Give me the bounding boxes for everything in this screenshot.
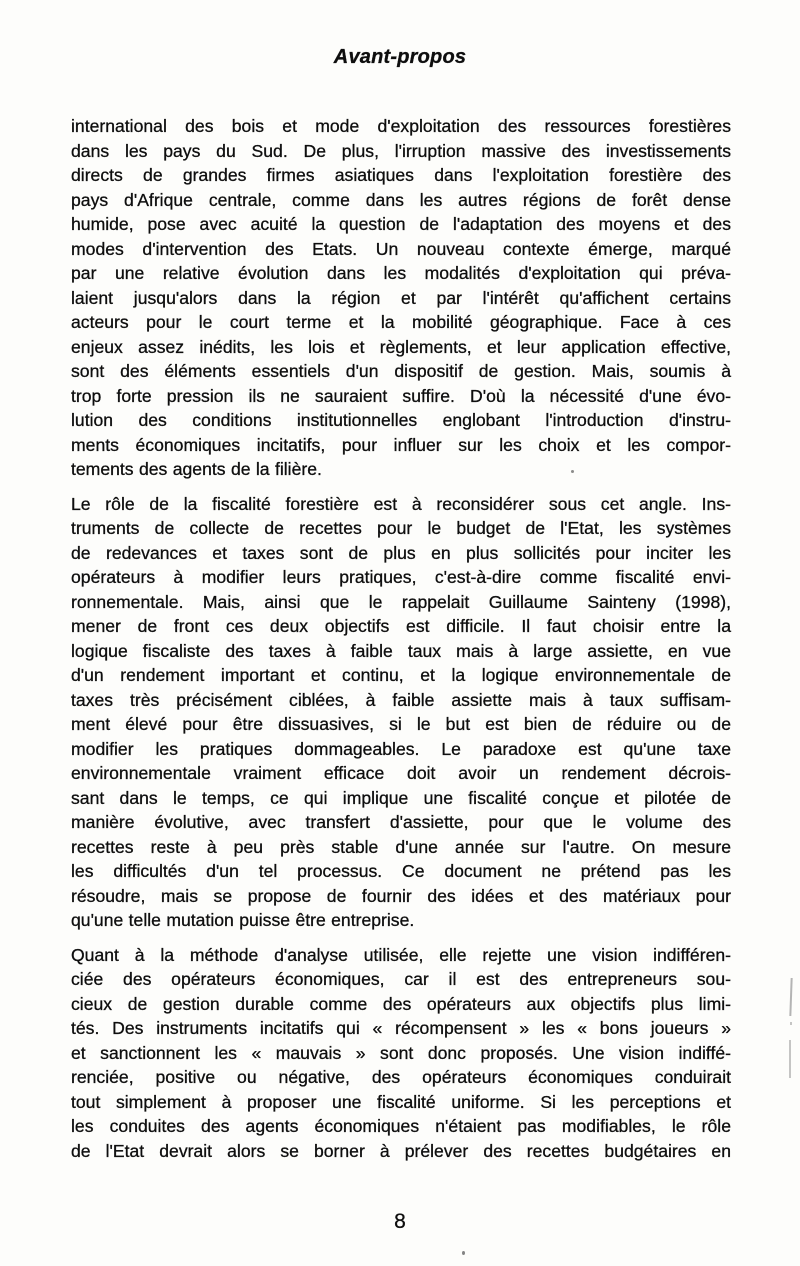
text-line: ment élevé pour être dissuasives, si le but est bien de réduire ou de (71, 714, 731, 734)
text-line: tés. Des instruments incitatifs qui « récompensent » les « bons joueurs » (71, 1018, 731, 1038)
text-line: les difficultés d'un tel processus. Ce document ne prétend pas les (71, 861, 731, 881)
paragraph (71, 114, 731, 482)
text-line: modifier les pratiques dommageables. Le paradoxe est qu'une taxe (71, 738, 731, 759)
text-line: tout simplement à proposer une fiscalité uniforme. Si les perceptions et (71, 1091, 731, 1112)
text-line: acteurs pour le court terme et la mobilité géographique. Face à ces (71, 312, 731, 332)
body-text (71, 114, 731, 1163)
text-line: mener de front ces deux objectifs est difficile. Il faut choisir entre la (71, 616, 731, 636)
paragraph (71, 943, 731, 1164)
text-line: Quant à la méthode d'analyse utilisée, elle rejette une vision indifféren- (71, 944, 731, 965)
text-line: ments économiques incitatifs, pour influer sur les choix et les compor- (71, 434, 731, 455)
text-line: sont des éléments essentiels d'un dispositif de gestion. Mais, soumis à (71, 361, 731, 381)
ink-dot (571, 470, 574, 473)
text-line: dans les pays du Sud. De plus, l'irruption massive des investissements (71, 140, 731, 161)
text-line: laient jusqu'alors dans la région et par l'intérêt qu'affichent certains (71, 287, 731, 308)
ink-dot (462, 1251, 465, 1255)
margin-pen-mark (790, 1022, 792, 1025)
text-line: pays d'Afrique centrale, comme dans les autres régions de forêt dense (71, 189, 731, 210)
text-line: manière évolutive, avec transfert d'assiette, pour que le volume des (71, 812, 731, 832)
text-line: logique fiscaliste des taxes à faible taux mais à large assiette, en vue (71, 640, 731, 661)
page-title: Avant-propos (333, 46, 467, 68)
text-line: de l'Etat devrait alors se borner à prélever des recettes budgétaires en (71, 1140, 731, 1161)
text-line: résoudre, mais se propose de fournir des idées et des matériaux pour (71, 885, 731, 906)
text-line: opérateurs à modifier leurs pratiques, c'est-à-dire comme fiscalité envi- (71, 567, 731, 587)
page-number: 8 (394, 1210, 406, 1233)
text-line: tements des agents de la filière. (71, 459, 322, 479)
text-line: recettes reste à peu près stable d'une année sur l'autre. On mesure (71, 836, 731, 857)
text-line: lution des conditions institutionnelles englobant l'introduction d'instru- (71, 410, 731, 430)
text-line: environnementale vraiment efficace doit avoir un rendement décrois- (71, 763, 731, 783)
text-line: qu'une telle mutation puisse être entreprise. (71, 910, 415, 930)
text-line: de redevances et taxes sont de plus en plus sollicités pour inciter les (71, 542, 731, 563)
text-line: sant dans le temps, ce qui implique une fiscalité conçue et pilotée de (71, 787, 731, 808)
text-line: d'un rendement important et continu, et la logique environnementale de (71, 665, 731, 685)
text-line: modes d'intervention des Etats. Un nouveau contexte émerge, marqué (71, 238, 731, 259)
text-line: ciée des opérateurs économiques, car il est des entrepreneurs sou- (71, 969, 731, 989)
text-line: humide, pose avec acuité la question de l'adaptation des moyens et des (71, 214, 731, 234)
text-line: renciée, positive ou négative, des opérateurs économiques conduirait (71, 1067, 731, 1087)
text-line: international des bois et mode d'exploitation des ressources forestières (71, 116, 731, 136)
margin-pen-mark (789, 978, 792, 1016)
text-line: enjeux assez inédits, les lois et règlements, et leur application effective, (71, 336, 731, 357)
text-line: par une relative évolution dans les modalités d'exploitation qui préva- (71, 263, 731, 283)
text-line: Le rôle de la fiscalité forestière est à reconsidérer sous cet angle. Ins- (71, 493, 731, 514)
text-line: cieux de gestion durable comme des opérateurs aux objectifs plus limi- (71, 993, 731, 1014)
text-line: truments de collecte de recettes pour le budget de l'Etat, les systèmes (71, 518, 731, 538)
text-line: taxes très précisément ciblées, à faible assiette mais à taux suffisam- (71, 689, 731, 710)
text-line: ronnementale. Mais, ainsi que le rappelait Guillaume Sainteny (1998), (71, 591, 731, 612)
margin-pen-mark (789, 1040, 791, 1078)
text-line: directs de grandes firmes asiatiques dans l'exploitation forestière des (71, 165, 731, 185)
text-line: et sanctionnent les « mauvais » sont donc proposés. Une vision indiffé- (71, 1042, 731, 1063)
text-line: les conduites des agents économiques n'étaient pas modifiables, le rôle (71, 1116, 731, 1136)
text-line: trop forte pression ils ne sauraient suffire. D'où la nécessité d'une évo- (71, 385, 731, 406)
paragraph (71, 492, 731, 933)
